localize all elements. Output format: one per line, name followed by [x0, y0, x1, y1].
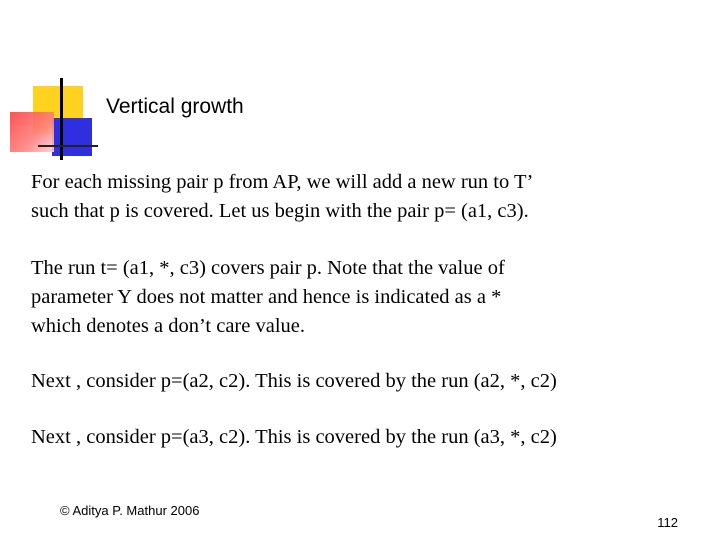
paragraph-line: such that p is covered. Let us begin with the pair p= (a1, c3).: [31, 200, 529, 222]
page-number: 112: [657, 515, 678, 530]
paragraph-line: Next , consider p=(a3, c2). This is covered by the run (a3, *, c2): [31, 426, 557, 448]
copyright-footer: © Aditya P. Mathur 2006: [60, 503, 200, 518]
paragraph-line: parameter Y does not matter and hence is indicated as a *: [31, 286, 502, 308]
logo-vertical-line: [60, 78, 63, 160]
paragraph-4: [31, 423, 557, 452]
paragraph-line: which denotes a don’t care value.: [31, 315, 305, 337]
paragraph-3: [31, 367, 557, 396]
logo-horizontal-line: [38, 145, 98, 147]
slide-title: Vertical growth: [106, 95, 244, 118]
paragraph-line: For each missing pair p from AP, we will add a new run to T’: [31, 171, 534, 193]
paragraph-line: Next , consider p=(a2, c2). This is covered by the run (a2, *, c2): [31, 370, 557, 392]
paragraph-line: The run t= (a1, *, c3) covers pair p. Note that the value of: [31, 257, 505, 279]
logo-blue-square: [52, 118, 92, 156]
paragraph-2: [31, 254, 505, 341]
paragraph-1: [31, 168, 533, 226]
